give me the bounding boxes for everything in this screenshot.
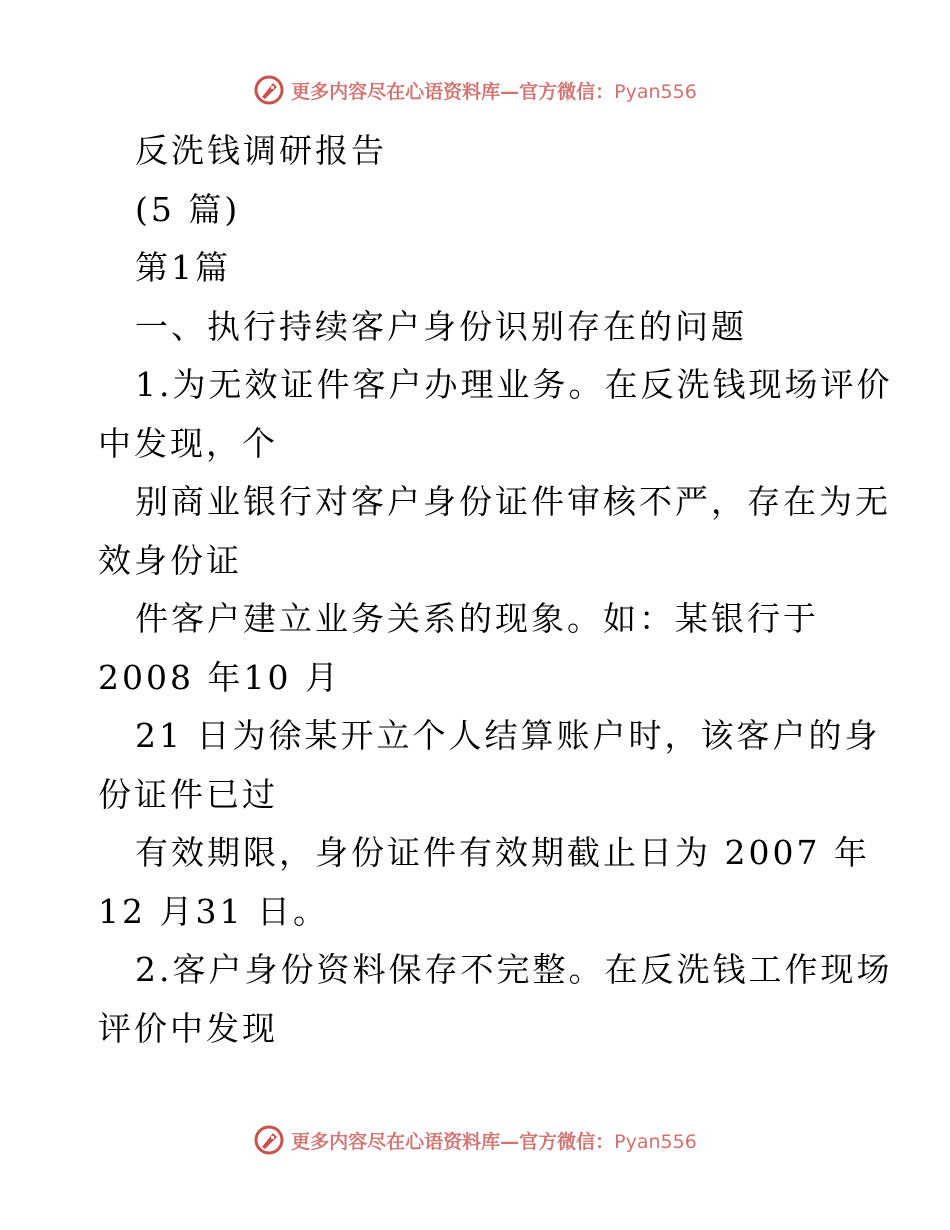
paragraph-line: 2008 年10 月: [98, 657, 341, 697]
paragraph-line: 效身份证: [98, 540, 242, 580]
section-heading: 第1篇: [135, 248, 231, 287]
paragraph-line: 中发现，个: [98, 423, 278, 463]
paragraph-line: 21 日为徐某开立个人结算账户时，该客户的身: [135, 716, 881, 755]
subsection-heading: 一、执行持续客户身份识别存在的问题: [135, 306, 747, 346]
header-watermark: [0, 70, 950, 110]
document-subtitle: (5 篇): [135, 189, 241, 229]
document-title: 反洗钱调研报告: [135, 131, 387, 170]
paragraph-line: 有效期限，身份证件有效期截止日为 2007 年: [135, 833, 870, 872]
footer-watermark: [0, 1120, 950, 1160]
paragraph-line: 1.为无效证件客户办理业务。在反洗钱现场评价: [135, 365, 893, 404]
paragraph-line: 12 月31 日。: [98, 891, 329, 931]
paragraph-line: 份证件已过: [98, 774, 278, 814]
watermark-text: 更多内容尽在心语资料库—官方微信：Pyan556: [291, 1130, 697, 1153]
document-body: [98, 122, 893, 1058]
pen-nib-logo-icon: [253, 74, 285, 106]
pen-nib-logo-icon: [253, 1124, 285, 1156]
paragraph-line: 别商业银行对客户身份证件审核不严，存在为无: [135, 482, 891, 521]
watermark-text: 更多内容尽在心语资料库—官方微信：Pyan556: [291, 80, 697, 103]
paragraph-line: 2.客户身份资料保存不完整。在反洗钱工作现场: [135, 950, 893, 989]
paragraph-line: 件客户建立业务关系的现象。如：某银行于: [135, 599, 819, 638]
paragraph-line: 评价中发现: [98, 1008, 278, 1048]
